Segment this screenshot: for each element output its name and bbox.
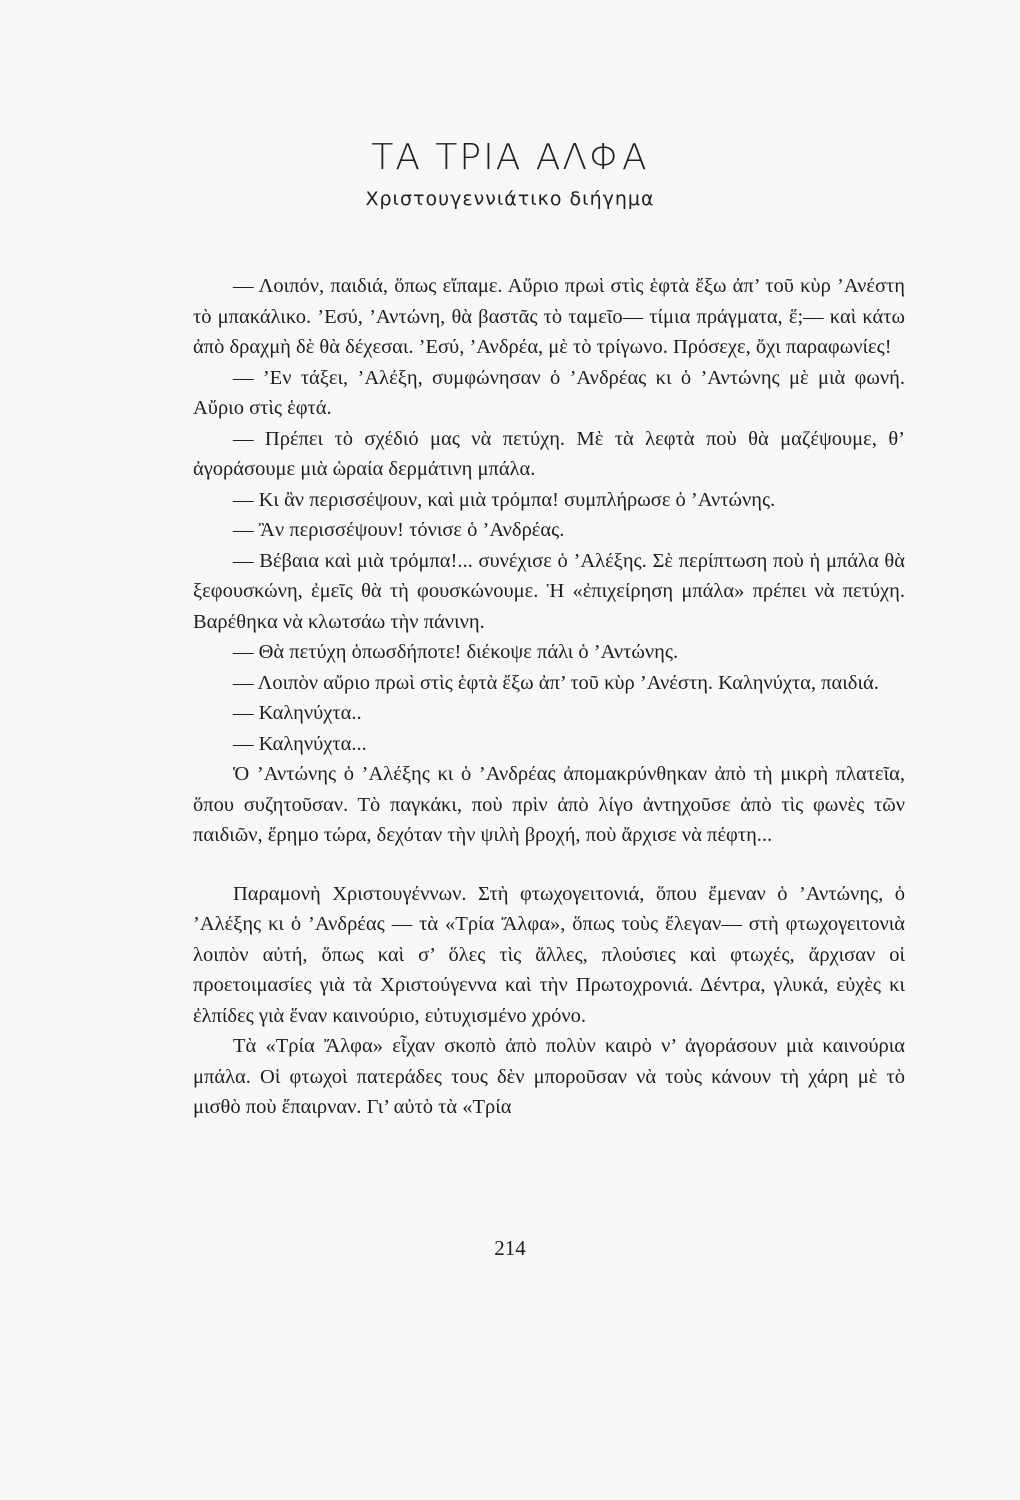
paragraph: — Λοιπόν, παιδιά, ὅπως εἴπαμε. Αὔριο πρωὶ στὶς ἑφτὰ ἔξω ἀπ’ τοῦ κὺρ ’Ανέστη τὸ μπακάλικο. ’Εσύ, ’Αντώνη, θὰ βαστᾶς τὸ ταμεῖο— τίμια πράγματα, ἕ;— καὶ κάτω ἀπὸ δραχμὴ δὲ θὰ δέχεσαι. ’Εσύ, ’Ανδρέα, μὲ τὸ τρίγωνο. Πρόσεχε, ὄχι παραφωνίες! <box>193 275 905 358</box>
paragraph: — Κι ἂν περισσέψουν, καὶ μιὰ τρόμπα! συμπλήρωσε ὁ ’Αντώνης. <box>233 488 776 511</box>
paragraph: Παραμονὴ Χριστουγέννων. Στὴ φτωχογειτονιά, ὅπου ἔμεναν ὁ ’Αντώνης, ὁ ’Αλέξης κι ὁ ’Ανδρέας — τὰ «Τρία Ἄλφα», ὅπως τοὺς ἔλεγαν— στὴ φτωχογειτονιὰ λοιπὸν αὐτή, ὅπως καὶ σ’ ὅλες τὶς ἄλλες, πλούσιες καὶ φτωχές, ἄρχισαν οἱ προετοιμασίες γιὰ τὰ Χριστούγεννα καὶ τὴν Πρωτοχρονιά. Δέντρα, γλυκά, εὐχὲς κι ἐλπίδες γιὰ ἕναν καινούριο, εὐτυχισμένο χρόνο. <box>193 882 905 1027</box>
story-subtitle: Χριστουγεννιάτικο διήγημα <box>365 188 655 210</box>
story-title: ΤΑ ΤΡΙΑ ΑΛΦΑ <box>371 137 649 178</box>
paragraph: — Πρέπει τὸ σχέδιό μας νὰ πετύχη. Μὲ τὰ λεφτὰ ποὺ θὰ μαζέψουμε, θ’ ἀγοράσουμε μιὰ ὡραία δερμάτινη μπάλα. <box>193 427 905 480</box>
paragraph: — Καληνύχτα... <box>233 732 367 755</box>
paragraph: — Βέβαια καὶ μιὰ τρόμπα!... συνέχισε ὁ ’Αλέξης. Σὲ περίπτωση ποὺ ἡ μπάλα θὰ ξεφουσκώνη, ἐμεῖς θὰ τὴ φουσκώνουμε. Ἡ «ἐπιχείρηση μπάλα» πρέπει νὰ πετύχη. Βαρέθηκα νὰ κλωτσάω τὴν πάνινη. <box>193 549 905 633</box>
page-number: 214 <box>494 1236 526 1260</box>
paragraph: — Θὰ πετύχη ὁπωσδήποτε! διέκοψε πάλι ὁ ’Αντώνης. <box>233 641 679 663</box>
paragraph: — ’Εν τάξει, ’Αλέξη, συμφώνησαν ὁ ’Ανδρέας κι ὁ ’Αντώνης μὲ μιὰ φωνή. Αὔριο στὶς ἑφτά. <box>193 366 905 419</box>
paragraph: — Ἂν περισσέψουν! τόνισε ὁ ’Ανδρέας. <box>233 519 565 541</box>
story-body <box>193 271 905 1123</box>
paragraph: — Καληνύχτα.. <box>233 702 362 724</box>
section-break <box>193 851 905 879</box>
paragraph: Τὰ «Τρία Ἄλφα» εἶχαν σκοπὸ ἀπὸ πολὺν καιρὸ ν’ ἀγοράσουν μιὰ καινούρια μπάλα. Οἱ φτωχοὶ πατεράδες τους δὲν μποροῦσαν νὰ τοὺς κάνουν τὴ χάρη μὲ τὸ μισθὸ ποὺ ἔπαιρναν. Γι’ αὐτὸ τὰ «Τρία <box>193 1035 905 1118</box>
paragraph: Ὁ ’Αντώνης ὁ ’Αλέξης κι ὁ ’Ανδρέας ἀπομακρύνθηκαν ἀπὸ τὴ μικρὴ πλατεῖα, ὅπου συζητοῦσαν. Τὸ παγκάκι, ποὺ πρὶν ἀπὸ λίγο ἀντηχοῦσε ἀπὸ τὶς φωνὲς τῶν παιδιῶν, ἔρημο τώρα, δεχόταν τὴν ψιλὴ βροχή, ποὺ ἄρχισε νὰ πέφτη... <box>193 763 905 846</box>
paragraph: — Λοιπὸν αὔριο πρωὶ στὶς ἑφτὰ ἔξω ἀπ’ τοῦ κὺρ ’Ανέστη. Καληνύχτα, παιδιά. <box>233 671 879 694</box>
